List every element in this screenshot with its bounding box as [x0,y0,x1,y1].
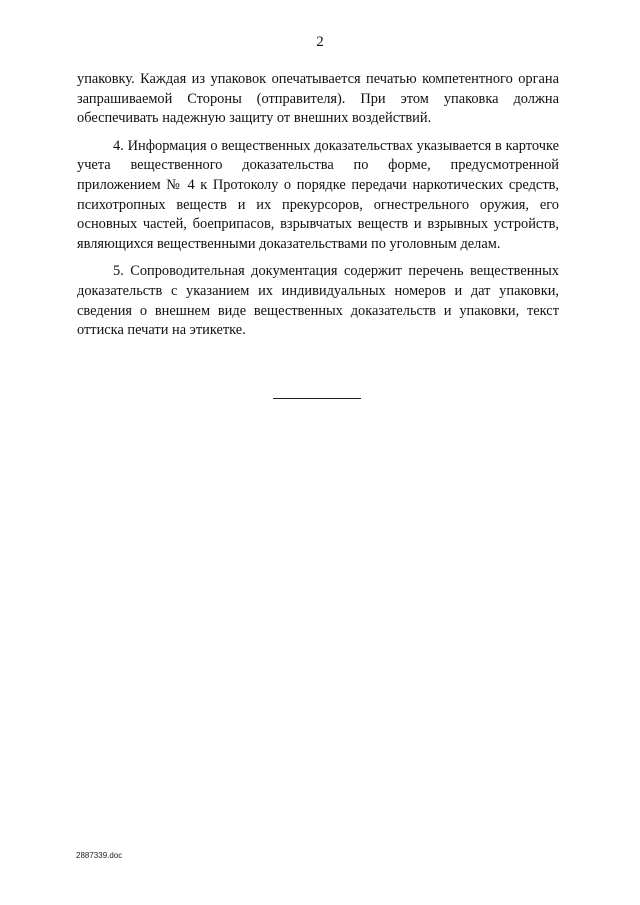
paragraph-continuation: упаковку. Каждая из упаковок опечатывается печатью компетентного органа запрашиваемой Стороны (отправителя). При этом упаковка должна обеспечивать надежную защиту от внешних воздействий. [77,71,559,127]
paragraph-item-5: 5. Сопроводительная документация содержит перечень вещественных доказательств с указанием их индивидуальных номеров и дат упаковки, сведения о внешнем виде вещественных доказательств и упаковки, текст оттиска печати на этикетке. [77,263,559,339]
footer-file-code: 2887339.doc [76,851,123,860]
end-divider [273,398,361,399]
paragraph-item-4: 4. Информация о вещественных доказательствах указывается в карточке учета вещественного доказательства по форме, предусмотренной приложением № 4 к Протоколу о порядке передачи наркотических средств, психотропных веществ и их прекурсоров, огнестрельного оружия, его основных частей, боеприпасов, взрывчатых веществ и взрывных устройств, являющихся вещественными доказательствами по уголовным делам. [77,137,559,252]
page-number: 2 [316,34,324,50]
document-body [77,70,559,349]
